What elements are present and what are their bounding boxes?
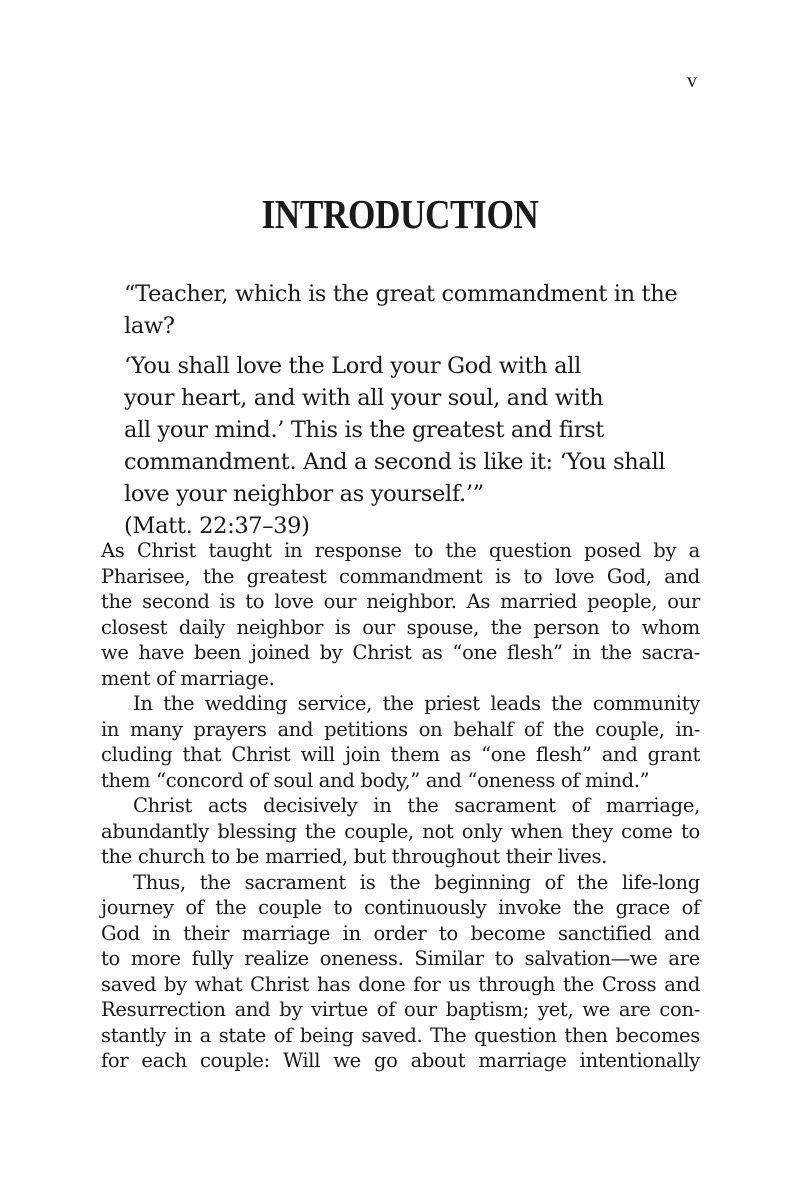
epigraph-answer bbox=[124, 350, 694, 542]
epigraph-line: ‘You shall love the Lord your God with all bbox=[124, 353, 581, 379]
text-line: abundantly blessing the couple, not only when they come to bbox=[101, 819, 700, 843]
text-line: Thus, the sacrament is the beginning of the life-long bbox=[133, 870, 700, 894]
epigraph-citation: (Matt. 22:37–39) bbox=[124, 513, 310, 539]
text-line: to more fully realize oneness. Similar to salvation—we are bbox=[101, 947, 700, 970]
page-number: v bbox=[687, 70, 697, 92]
text-line: stantly in a state of being saved. The question then becomes bbox=[101, 1023, 700, 1047]
epigraph-line: law? bbox=[124, 313, 175, 339]
epigraph-line: “Teacher, which is the great commandment in the bbox=[124, 281, 678, 307]
text-line: journey of the couple to continuously invoke the grace of bbox=[101, 896, 700, 919]
chapter-title: INTRODUCTION bbox=[261, 191, 539, 237]
epigraph bbox=[124, 278, 694, 542]
text-line: for each couple: Will we go about marriage intentionally bbox=[101, 1049, 700, 1072]
text-line: God in their marriage in order to become sanctified and bbox=[101, 921, 700, 945]
text-line: them “concord of soul and body,” and “oneness of mind.” bbox=[101, 768, 650, 792]
text-line: ment of marriage. bbox=[101, 666, 275, 690]
paragraph bbox=[101, 870, 700, 1074]
epigraph-line: all your mind.’ This is the greatest and first bbox=[124, 417, 604, 443]
epigraph-line: your heart, and with all your soul, and with bbox=[124, 385, 604, 411]
text-line: closest daily neighbor is our spouse, the person to whom bbox=[101, 615, 700, 639]
epigraph-line: love your neighbor as yourself.’” bbox=[124, 481, 484, 507]
text-line: we have been joined by Christ as “one flesh” in the sacra- bbox=[101, 641, 700, 664]
text-line: Resurrection and by virtue of our baptism; yet, we are con- bbox=[101, 998, 700, 1021]
text-line: in many prayers and petitions on behalf of the couple, in- bbox=[101, 717, 700, 741]
text-line: the church to be married, but throughout their lives. bbox=[101, 845, 608, 868]
text-line: cluding that Christ will join them as “one flesh” and grant bbox=[101, 743, 700, 766]
text-line: As Christ taught in response to the question posed by a bbox=[101, 539, 700, 562]
text-line: Pharisee, the greatest commandment is to love God, and bbox=[101, 564, 700, 588]
paragraph bbox=[101, 691, 700, 793]
paragraph bbox=[101, 538, 700, 691]
body-text bbox=[101, 538, 700, 1074]
epigraph-question bbox=[124, 278, 694, 342]
paragraph bbox=[101, 793, 700, 870]
text-line: the second is to love our neighbor. As married people, our bbox=[101, 590, 700, 613]
text-line: Christ acts decisively in the sacrament of marriage, bbox=[133, 794, 700, 817]
text-line: saved by what Christ has done for us through the Cross and bbox=[101, 972, 700, 996]
text-line: In the wedding service, the priest leads the community bbox=[133, 692, 700, 715]
epigraph-line: commandment. And a second is like it: ‘You shall bbox=[124, 449, 666, 475]
